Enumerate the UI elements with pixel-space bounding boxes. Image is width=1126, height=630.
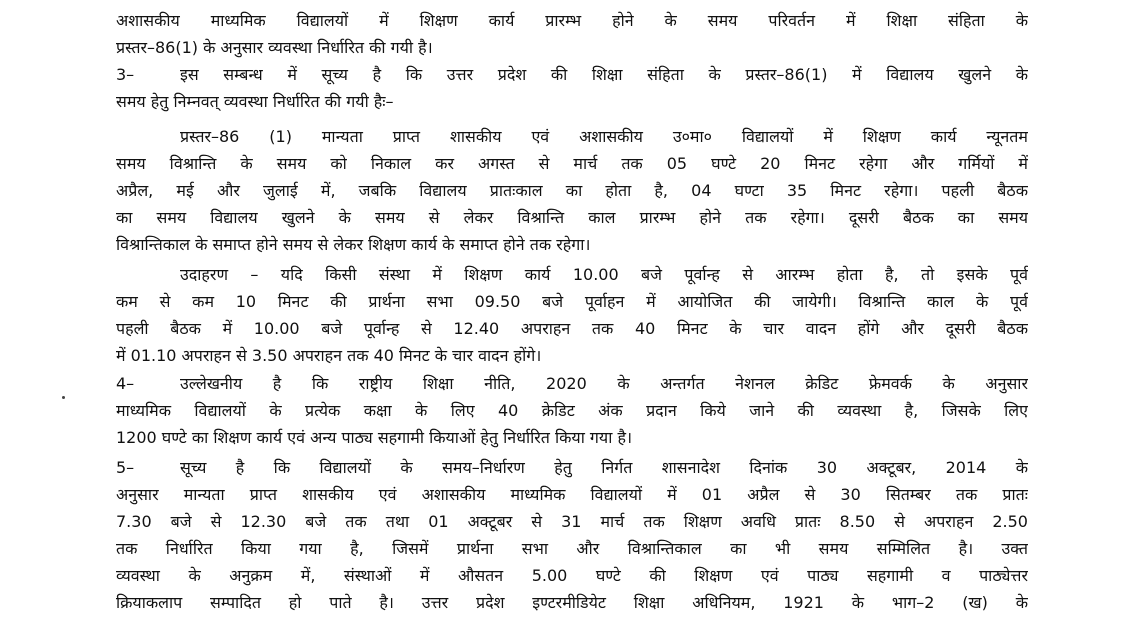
text-line-8: का समय विद्यालय खुलने के समय से लेकर विश्रान्ति काल प्रारम्भ होने तक रहेगा। दूसरी बैठक का समय xyxy=(116,208,1028,227)
text-line-22: क्रियाकलाप सम्पादित हो पाते है। उत्तर प्रदेश इण्टरमीडियेट शिक्षा अधिनियम, 1921 के भाग–2 (ख) के xyxy=(116,593,1028,612)
paragraph-number-5: 5– xyxy=(116,458,135,477)
text-line-21: व्यवस्था के अनुक्रम में, संस्थाओं में औसतन 5.00 घण्टे की शिक्षण एवं पाठ्य सहगामी व पाठ्येत्तर xyxy=(116,566,1028,585)
text-line-10: उदाहरण – यदि किसी संस्था में शिक्षण कार्य 10.00 बजे पूर्वान्ह से आरम्भ होता है, तो इसके पूर्व xyxy=(180,265,1028,284)
paragraph-number-3: 3– xyxy=(116,65,135,84)
text-line-17: सूच्य है कि विद्यालयों के समय–निर्धारण हेतु निर्गत शासनादेश दिनांक 30 अक्टूबर, 2014 के xyxy=(180,458,1028,477)
text-line-5: प्रस्तर–86 (1) मान्यता प्राप्त शासकीय एवं अशासकीय उ०मा० विद्यालयों में शिक्षण कार्य न्यूनतम xyxy=(180,127,1028,146)
text-line-3: इस सम्बन्ध में सूच्य है कि उत्तर प्रदेश की शिक्षा संहिता के प्रस्तर–86(1) में विद्यालय खुलने के xyxy=(180,65,1028,84)
text-line-13: में 01.10 अपराहन से 3.50 अपराहन तक 40 मिनट के चार वादन होंगे। xyxy=(116,346,542,365)
margin-mark xyxy=(62,396,65,399)
text-line-15: माध्यमिक विद्यालयों के प्रत्येक कक्षा के लिए 40 क्रेडिट अंक प्रदान किये जाने की व्यवस्था है, जिसके लिए xyxy=(116,401,1028,420)
text-line-14: उल्लेखनीय है कि राष्ट्रीय शिक्षा नीति, 2020 के अन्तर्गत नेशनल क्रेडिट फ्रेमवर्क के अनुसार xyxy=(180,374,1028,393)
text-line-11: कम से कम 10 मिनट की प्रार्थना सभा 09.50 बजे पूर्वाहन में आयोजित की जायेगी। विश्रान्ति काल के पूर्व xyxy=(116,292,1028,311)
text-line-19: 7.30 बजे से 12.30 बजे तक तथा 01 अक्टूबर से 31 मार्च तक शिक्षण अवधि प्रातः 8.50 से अपराहन 2.50 xyxy=(116,512,1028,531)
text-line-16: 1200 घण्टे का शिक्षण कार्य एवं अन्य पाठ्य सहगामी कियाओं हेतु निर्धारित किया गया है। xyxy=(116,428,633,447)
text-line-4: समय हेतु निम्नवत् व्यवस्था निर्धारित की गयी हैः– xyxy=(116,92,394,111)
paragraph-number-4: 4– xyxy=(116,374,135,393)
text-line-12: पहली बैठक में 10.00 बजे पूर्वान्ह से 12.40 अपराहन तक 40 मिनट के चार वादन होंगे और दूसरी बैठक xyxy=(116,319,1028,338)
text-line-18: अनुसार मान्यता प्राप्त शासकीय एवं अशासकीय माध्यमिक विद्यालयों में 01 अप्रैल से 30 सितम्बर तक प्रातः xyxy=(116,485,1028,504)
text-line-20: तक निर्धारित किया गया है, जिसमें प्रार्थना सभा और विश्रान्तिकाल का भी समय सम्मिलित है। उक्त xyxy=(116,539,1028,558)
text-line-7: अप्रैल, मई और जुलाई में, जबकि विद्यालय प्रातःकाल का होता है, 04 घण्टा 35 मिनट रहेगा। पहली बैठक xyxy=(116,181,1028,200)
text-line-2: प्रस्तर–86(1) के अनुसार व्यवस्था निर्धारित की गयी है। xyxy=(116,38,433,57)
text-line-9: विश्रान्तिकाल के समाप्त होने समय से लेकर शिक्षण कार्य के समाप्त होने तक रहेगा। xyxy=(116,235,591,254)
text-line-6: समय विश्रान्ति के समय को निकाल कर अगस्त से मार्च तक 05 घण्टे 20 मिनट रहेगा और गर्मियों में xyxy=(116,154,1028,173)
text-line-1: अशासकीय माध्यमिक विद्यालयों में शिक्षण कार्य प्रारम्भ होने के समय परिवर्तन में शिक्षा संहिता के xyxy=(116,11,1028,30)
